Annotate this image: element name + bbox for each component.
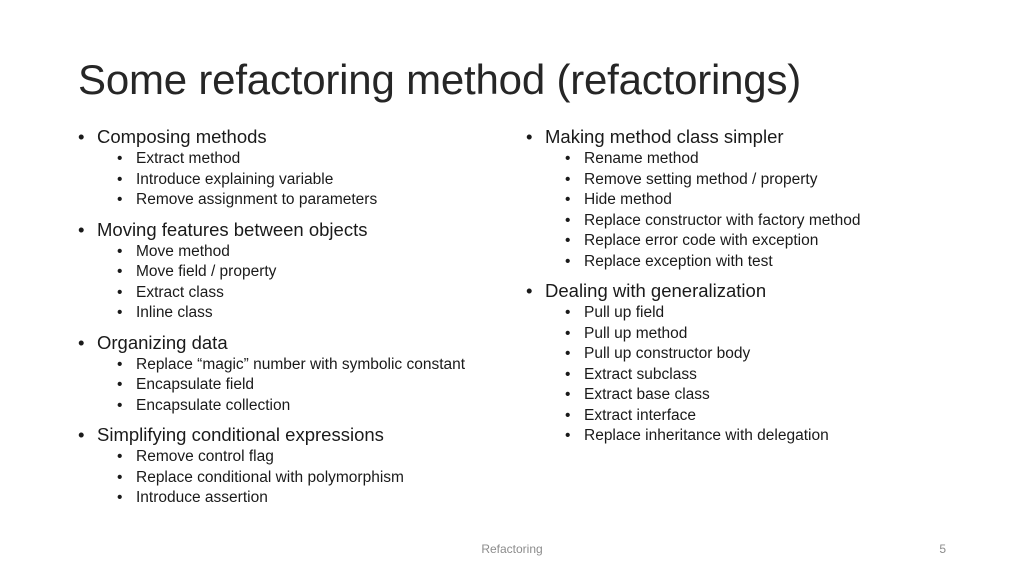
- sub-bullet: • Extract interface: [526, 406, 966, 427]
- bullet-group-moving-features: [78, 217, 508, 324]
- left-column: [78, 124, 508, 515]
- bullet-group-making-method-simpler: [526, 124, 966, 272]
- sub-bullet: • Encapsulate field: [78, 375, 508, 396]
- sub-bullet: • Extract class: [78, 283, 508, 304]
- sub-bullet: • Replace exception with test: [526, 252, 966, 273]
- sub-bullet: • Move method: [78, 242, 508, 263]
- sub-bullet: • Extract subclass: [526, 365, 966, 386]
- sub-bullet: • Remove setting method / property: [526, 170, 966, 191]
- sub-bullet: • Inline class: [78, 303, 508, 324]
- bullet-group-composing-methods: [78, 124, 508, 211]
- sub-bullet: • Introduce assertion: [78, 488, 508, 509]
- page-number: 5: [939, 542, 946, 556]
- bullet-group-simplifying-conditionals: [78, 422, 508, 509]
- bullet-heading: • Dealing with generalization: [526, 278, 966, 303]
- bullet-heading: • Composing methods: [78, 124, 508, 149]
- footer-label: Refactoring: [481, 542, 543, 556]
- sub-bullet: • Replace inheritance with delegation: [526, 426, 966, 447]
- right-column: [526, 124, 966, 453]
- sub-bullet: • Extract base class: [526, 385, 966, 406]
- sub-bullet: • Move field / property: [78, 262, 508, 283]
- bullet-heading: • Making method class simpler: [526, 124, 966, 149]
- sub-bullet: • Pull up constructor body: [526, 344, 966, 365]
- bullet-heading: • Organizing data: [78, 330, 508, 355]
- slide-title: Some refactoring method (refactorings): [78, 56, 802, 103]
- sub-bullet: • Encapsulate collection: [78, 396, 508, 417]
- sub-bullet: • Replace constructor with factory method: [526, 211, 966, 232]
- sub-bullet: • Replace “magic” number with symbolic constant: [78, 355, 508, 376]
- sub-bullet: • Pull up field: [526, 303, 966, 324]
- sub-bullet: • Pull up method: [526, 324, 966, 345]
- bullet-group-organizing-data: [78, 330, 508, 417]
- sub-bullet: • Introduce explaining variable: [78, 170, 508, 191]
- sub-bullet: • Extract method: [78, 149, 508, 170]
- sub-bullet: • Hide method: [526, 190, 966, 211]
- bullet-heading: • Moving features between objects: [78, 217, 508, 242]
- sub-bullet: • Replace error code with exception: [526, 231, 966, 252]
- bullet-group-generalization: [526, 278, 966, 447]
- sub-bullet: • Rename method: [526, 149, 966, 170]
- sub-bullet: • Replace conditional with polymorphism: [78, 468, 508, 489]
- sub-bullet: • Remove control flag: [78, 447, 508, 468]
- sub-bullet: • Remove assignment to parameters: [78, 190, 508, 211]
- bullet-heading: • Simplifying conditional expressions: [78, 422, 508, 447]
